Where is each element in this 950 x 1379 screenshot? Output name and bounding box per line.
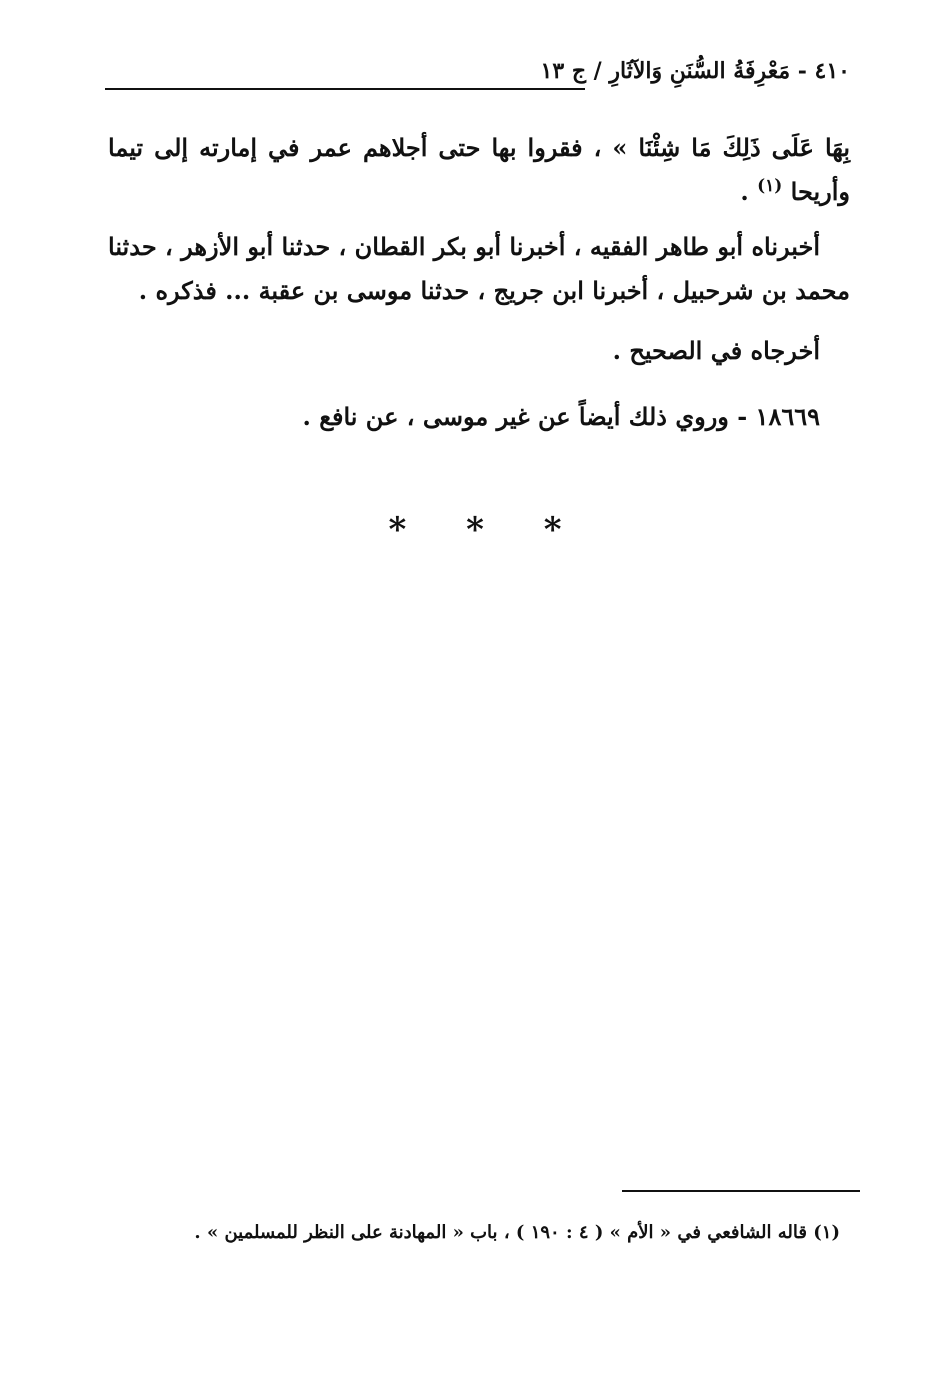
section-separator — [0, 510, 950, 550]
paragraph-4: ١٨٦٦٩ - وروي ذلك أيضاً عن غير موسى ، عن نافع . — [302, 402, 820, 431]
paragraph-2: أخبرناه أبو طاهر الفقيه ، أخبرنا أبو بكر القطان ، حدثنا أبو الأزهر ، حدثنا محمد بن شرحبيل ، أخبرنا ابن جريج ، حدثنا موسى بن عقبة ... فذكره . — [108, 232, 850, 305]
paragraph-1 — [108, 126, 850, 214]
paragraph-3: أخرجاه في الصحيح . — [612, 336, 820, 365]
separator-star: * — [388, 510, 407, 550]
separator-star: * — [543, 510, 562, 550]
footnote-ref: (١) — [757, 176, 783, 196]
running-head: ٤١٠ - مَعْرِفَةُ السُّنَنِ وَالآثَارِ / ج ١٣ — [540, 58, 850, 84]
paragraph-1-end: . — [740, 177, 758, 206]
header-rule — [105, 88, 585, 90]
footnote: (١) قاله الشافعي في « الأم » ( ٤ : ١٩٠ ) ، باب « المهادنة على النظر للمسلمين » . — [194, 1222, 840, 1243]
paragraph-1-text: بِهَا عَلَى ذَلِكَ مَا شِئْنَا » ، فقروا بها حتى أجلاهم عمر في إمارته إلى تيما وأريحا — [108, 133, 850, 206]
footnote-rule — [622, 1190, 860, 1192]
page-header — [105, 52, 850, 96]
separator-star: * — [466, 510, 484, 550]
